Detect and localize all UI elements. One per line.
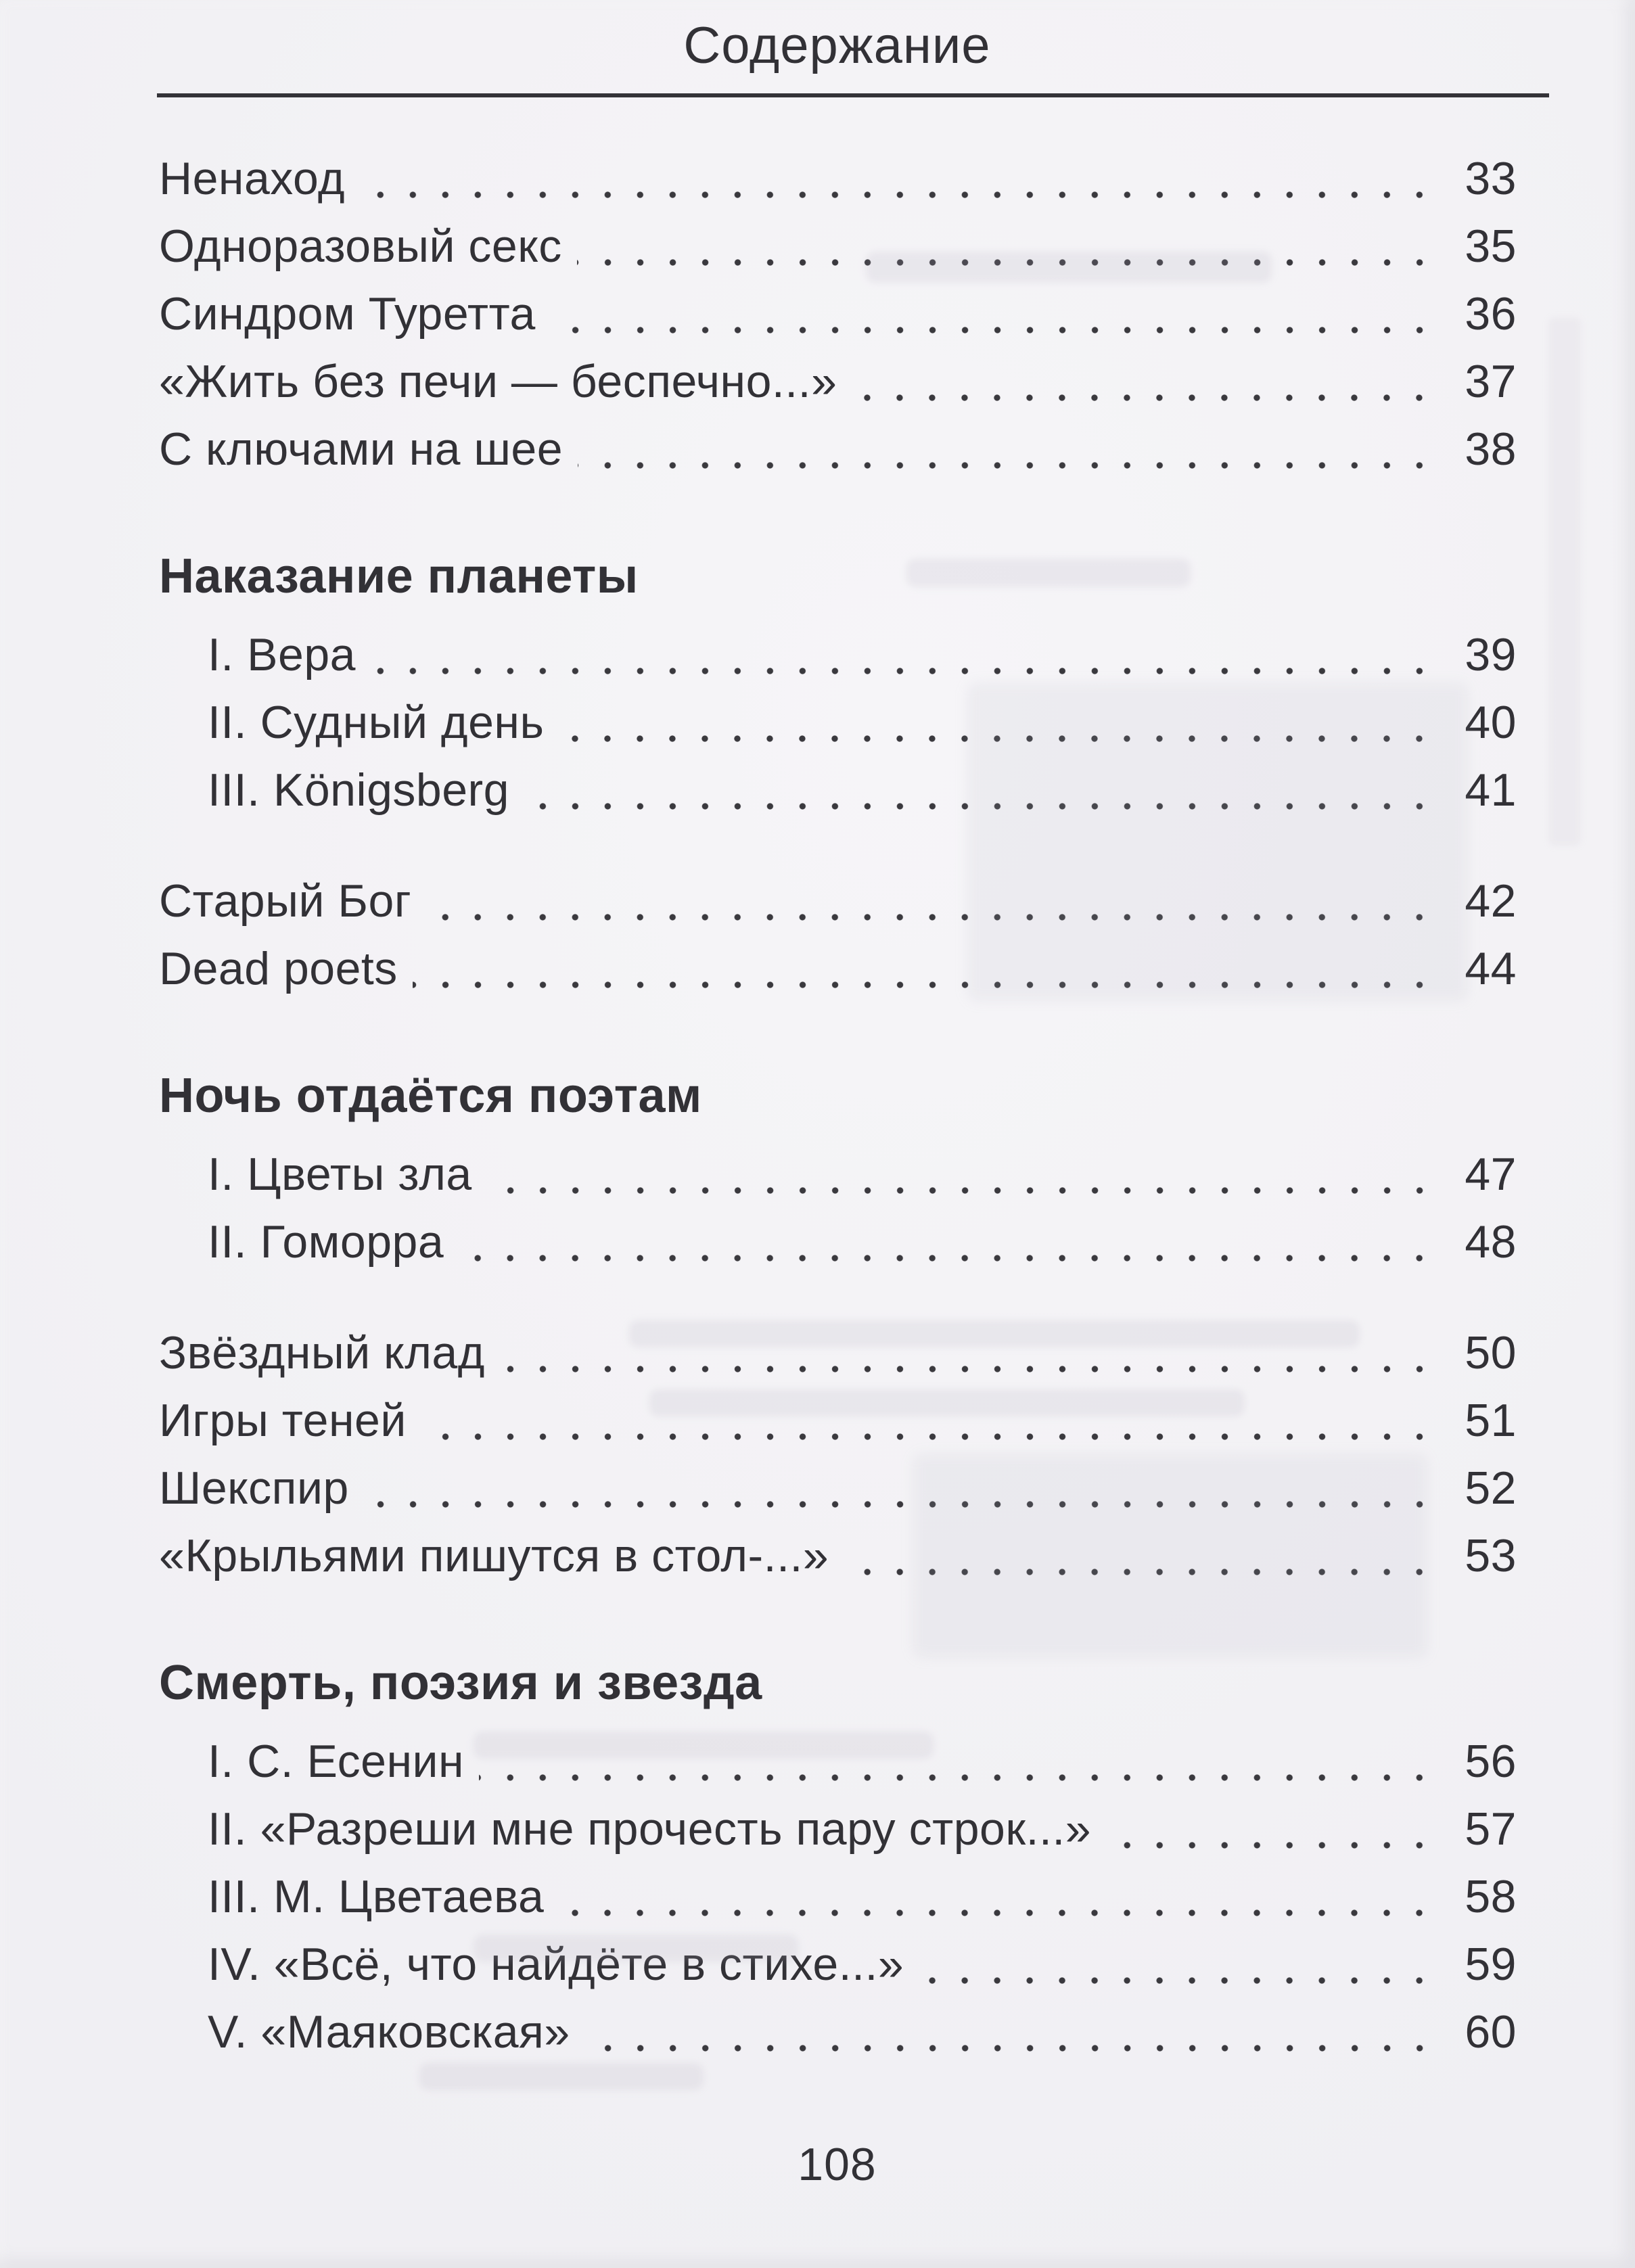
- toc-row: [159, 348, 1517, 415]
- toc-row: [159, 689, 1517, 756]
- toc-entry-page: 50: [1465, 1327, 1517, 1379]
- toc-row: [159, 1795, 1517, 1863]
- toc-heading-label: Наказание планеты: [159, 549, 639, 603]
- toc-row: [159, 415, 1517, 483]
- dot-leader: [371, 668, 1448, 674]
- toc-section-heading: [159, 1649, 1517, 1717]
- toc-entry-title: Dead poets: [159, 943, 398, 994]
- dot-leader: [577, 259, 1449, 266]
- dot-leader: [500, 1366, 1448, 1372]
- dot-leader: [551, 327, 1449, 333]
- dot-leader: [852, 394, 1448, 401]
- dot-leader: [585, 2045, 1449, 2052]
- dot-leader: [487, 1187, 1449, 1194]
- toc-entry-page: 58: [1465, 1871, 1517, 1922]
- toc-section-heading: [159, 1062, 1517, 1130]
- toc-row: [159, 1998, 1517, 2066]
- toc-entry-title: IV. «Всё, что найдёте в стихе...»: [208, 1939, 904, 1990]
- toc-entry-page: 37: [1465, 356, 1517, 407]
- page-title: Содержание: [683, 17, 991, 74]
- toc-entry-page: 44: [1465, 943, 1517, 994]
- dot-leader: [413, 981, 1449, 988]
- toc-entry-title: I. Цветы зла: [208, 1149, 472, 1200]
- dot-leader: [844, 1569, 1448, 1575]
- toc-row: [159, 1140, 1517, 1208]
- toc-entry-page: 40: [1465, 697, 1517, 748]
- toc-entry-title: Шекспир: [159, 1462, 349, 1514]
- toc-entry-title: Одноразовый секс: [159, 221, 562, 272]
- dot-leader: [364, 1501, 1449, 1508]
- dot-leader: [426, 914, 1448, 921]
- toc-entry-title: II. «Разреши мне прочесть пару строк...»: [208, 1803, 1092, 1855]
- toc-heading-label: Ночь отдаётся поэтам: [159, 1069, 702, 1123]
- toc-entry-page: 60: [1465, 2006, 1517, 2058]
- toc-heading-label: Смерть, поэзия и звезда: [159, 1656, 762, 1710]
- toc-entry-page: 56: [1465, 1736, 1517, 1787]
- dot-leader: [578, 462, 1448, 469]
- toc-row: [159, 1208, 1517, 1276]
- dot-leader: [524, 803, 1448, 810]
- toc-entry-title: I. С. Есенин: [208, 1736, 465, 1787]
- toc-row: [159, 935, 1517, 1002]
- header-rule: [157, 93, 1549, 97]
- toc-entry-page: 48: [1465, 1216, 1517, 1268]
- toc-row: [159, 1863, 1517, 1930]
- toc-entry-title: III. М. Цветаева: [208, 1871, 545, 1922]
- toc-row: [159, 145, 1517, 212]
- toc-entry-title: «Крыльями пишутся в стол-...»: [159, 1530, 829, 1581]
- toc-row: [159, 1930, 1517, 1998]
- toc-entry-title: Звёздный клад: [159, 1327, 485, 1379]
- toc-entry-title: Ненаход: [159, 153, 346, 204]
- toc-entry-title: II. Судный день: [208, 697, 545, 748]
- toc-row: [159, 1454, 1517, 1522]
- toc-entry-page: 47: [1465, 1149, 1517, 1200]
- toc-entry-title: III. Königsberg: [208, 764, 509, 816]
- toc-row: [159, 1522, 1517, 1590]
- toc-entry-page: 59: [1465, 1939, 1517, 1990]
- toc-entry-page: 36: [1465, 288, 1517, 340]
- toc-entry-page: 53: [1465, 1530, 1517, 1581]
- toc-entry-page: 39: [1465, 629, 1517, 680]
- toc-entry-page: 42: [1465, 875, 1517, 927]
- toc-entry-title: Синдром Туретта: [159, 288, 536, 340]
- toc-entry-title: Старый Бог: [159, 875, 412, 927]
- toc-entry-page: 52: [1465, 1462, 1517, 1514]
- toc-entry-title: «Жить без печи — беспечно...»: [159, 356, 837, 407]
- dot-leader: [559, 1910, 1448, 1916]
- dot-leader: [559, 735, 1448, 742]
- toc-entry-title: II. Гоморра: [208, 1216, 444, 1268]
- toc-entry-page: 41: [1465, 764, 1517, 816]
- table-of-contents: [159, 145, 1517, 2066]
- toc-entry-title: Игры теней: [159, 1395, 407, 1446]
- dot-leader: [459, 1255, 1448, 1262]
- dot-leader: [919, 1977, 1448, 1984]
- toc-entry-page: 35: [1465, 221, 1517, 272]
- dot-leader: [360, 191, 1448, 198]
- toc-section-heading: [159, 542, 1517, 610]
- toc-entry-page: 57: [1465, 1803, 1517, 1855]
- dot-leader: [479, 1774, 1448, 1781]
- toc-row: [159, 1728, 1517, 1795]
- toc-row: [159, 867, 1517, 935]
- toc-row: [159, 280, 1517, 348]
- toc-entry-page: 51: [1465, 1395, 1517, 1446]
- toc-row: [159, 621, 1517, 689]
- toc-entry-title: V. «Маяковская»: [208, 2006, 570, 2058]
- folio-page-number: 108: [798, 2139, 877, 2190]
- toc-entry-page: 33: [1465, 153, 1517, 204]
- dot-leader: [1106, 1842, 1448, 1849]
- toc-entry-title: I. Вера: [208, 629, 356, 680]
- toc-row: [159, 212, 1517, 280]
- toc-entry-title: С ключами на шее: [159, 423, 563, 475]
- toc-row: [159, 1319, 1517, 1387]
- toc-row: [159, 1387, 1517, 1454]
- toc-entry-page: 38: [1465, 423, 1517, 475]
- dot-leader: [421, 1433, 1449, 1440]
- toc-row: [159, 756, 1517, 824]
